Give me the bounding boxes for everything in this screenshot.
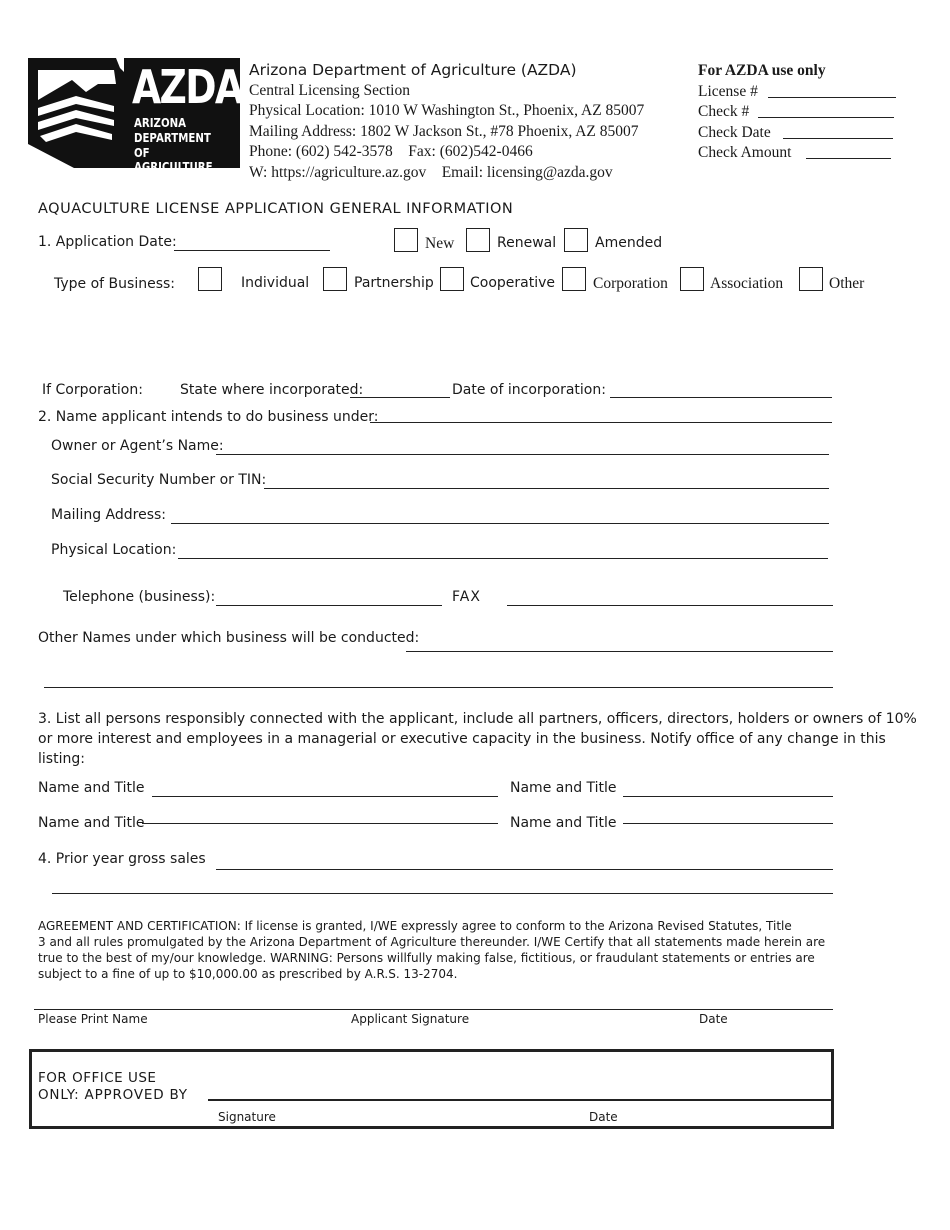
corporation-label: Corporation: [593, 275, 668, 292]
name-title-field-3[interactable]: [142, 823, 498, 824]
new-label: New: [425, 235, 455, 252]
other-checkbox[interactable]: [799, 267, 823, 291]
check-amount-field[interactable]: [806, 158, 891, 159]
cooperative-label: Cooperative: [470, 275, 556, 291]
check-number-field[interactable]: [758, 117, 894, 118]
cooperative-checkbox[interactable]: [440, 267, 464, 291]
ssn-field[interactable]: [264, 488, 829, 489]
ssn-label: Social Security Number or TIN:: [51, 472, 267, 488]
office-date-label: Date: [589, 1110, 618, 1124]
fax-label: FAX: [452, 589, 481, 605]
corporation-checkbox[interactable]: [562, 267, 586, 291]
if-corporation-label: If Corporation:: [42, 382, 143, 398]
date-incorporation-field[interactable]: [610, 397, 832, 398]
agency-name: Arizona Department of Agriculture (AZDA): [249, 61, 577, 79]
cert-line-3: true to the best of my/our knowledge. WARNING: Persons willfully making false, fictitious, or fraudulant statements or entries are: [38, 951, 815, 965]
logo-line-3: OF AGRICULTURE: [134, 146, 213, 174]
mailing-address-label: Mailing Address:: [51, 507, 167, 523]
individual-label: Individual: [241, 275, 310, 291]
amended-checkbox[interactable]: [564, 228, 588, 252]
fax-field[interactable]: [507, 605, 833, 606]
azda-use-panel: [698, 61, 826, 164]
check-date-label: Check Date: [698, 123, 771, 141]
fax: Fax: (602)542-0466: [408, 143, 533, 160]
applicant-signature-label: Applicant Signature: [351, 1012, 470, 1026]
name-title-label-2: Name and Title: [510, 780, 617, 796]
check-amount-label: Check Amount: [698, 144, 792, 161]
q3-line-1: 3. List all persons responsibly connected with the applicant, include all partners, officers, directors, holders or owners of 10%: [38, 711, 917, 727]
gross-sales-field-2[interactable]: [52, 893, 833, 894]
association-checkbox[interactable]: [680, 267, 704, 291]
approved-by-field[interactable]: [208, 1099, 834, 1101]
logo-line-2: DEPARTMENT: [134, 131, 211, 145]
cert-line-1: AGREEMENT AND CERTIFICATION: If license is granted, I/WE expressly agree to conform to the Arizona Revised Statutes, Title: [38, 919, 792, 933]
renewal-checkbox[interactable]: [466, 228, 490, 252]
owner-name-label: Owner or Agent’s Name:: [51, 438, 224, 454]
name-title-label-4: Name and Title: [510, 815, 617, 831]
date-incorporation-label: Date of incorporation:: [452, 382, 606, 398]
certification-text: [38, 918, 838, 982]
amended-label: Amended: [595, 235, 663, 251]
check-date-field[interactable]: [783, 138, 893, 139]
association-label: Association: [710, 275, 784, 292]
physical-location-field[interactable]: [178, 558, 828, 559]
name-title-label-3: Name and Title: [38, 815, 145, 831]
mailing-address: Mailing Address: 1802 W Jackson St., #78 Phoenix, AZ 85007: [249, 122, 639, 140]
signature-date-label: Date: [699, 1012, 728, 1026]
agency-info: [249, 60, 644, 183]
check-number-label: Check #: [698, 103, 750, 120]
web-email: [249, 163, 644, 184]
logo-azda-text: AZDA: [132, 60, 243, 114]
partnership-label: Partnership: [354, 275, 434, 291]
arizona-state-icon: [28, 58, 124, 168]
physical-address: Physical Location: 1010 W Washington St., Phoenix, AZ 85007: [249, 102, 645, 119]
license-number-field[interactable]: [768, 97, 896, 98]
q3-line-2: or more interest and employees in a managerial or executive capacity in the business. Notify office of any change in this: [38, 731, 886, 747]
application-date-field[interactable]: [174, 250, 330, 251]
state-incorporated-label: State where incorporated:: [180, 382, 364, 398]
partnership-checkbox[interactable]: [323, 267, 347, 291]
section-name: Central Licensing Section: [249, 81, 410, 99]
telephone-field[interactable]: [216, 605, 442, 606]
phone-fax: [249, 142, 644, 163]
name-title-field-2[interactable]: [623, 796, 833, 797]
email: Email: licensing@azda.gov: [441, 163, 613, 181]
state-incorporated-field[interactable]: [350, 397, 450, 398]
azda-use-title: For AZDA use only: [698, 62, 826, 79]
other-label: Other: [829, 275, 865, 292]
gross-sales-label: 4. Prior year gross sales: [38, 851, 206, 867]
cert-line-4: subject to a fine of up to $10,000.00 as prescribed by A.R.S. 13-2704.: [38, 967, 458, 981]
signature-line[interactable]: [34, 1009, 833, 1010]
other-names-field-2[interactable]: [44, 687, 833, 688]
mailing-address-field[interactable]: [171, 523, 829, 524]
gross-sales-field[interactable]: [216, 869, 833, 870]
business-name-field[interactable]: [370, 422, 832, 423]
office-use-line-2: ONLY: APPROVED BY: [38, 1087, 188, 1103]
other-names-field[interactable]: [406, 651, 833, 652]
website: W: https://agriculture.az.gov: [249, 163, 427, 181]
other-names-label: Other Names under which business will be conducted:: [38, 630, 420, 646]
logo-line-1: ARIZONA: [134, 116, 187, 130]
business-type-label: Type of Business:: [54, 276, 176, 292]
name-title-field-4[interactable]: [623, 823, 833, 824]
print-name-label: Please Print Name: [38, 1012, 148, 1026]
new-checkbox[interactable]: [394, 228, 418, 252]
q3-line-3: listing:: [38, 751, 85, 767]
office-signature-label: Signature: [218, 1110, 276, 1124]
azda-logo: [28, 58, 243, 174]
physical-location-label: Physical Location:: [51, 542, 177, 558]
application-date-label: 1. Application Date:: [38, 234, 177, 250]
cert-line-2: 3 and all rules promulgated by the Arizona Department of Agriculture thereunder. I/WE Certify that all statements made herein are: [38, 935, 826, 949]
renewal-label: Renewal: [497, 235, 557, 251]
form-title: AQUACULTURE LICENSE APPLICATION GENERAL INFORMATION: [38, 201, 514, 217]
name-title-field-1[interactable]: [152, 796, 498, 797]
name-title-label-1: Name and Title: [38, 780, 145, 796]
office-use-line-1: FOR OFFICE USE: [38, 1070, 157, 1086]
business-name-label: 2. Name applicant intends to do business under:: [38, 409, 379, 425]
license-number-label: License #: [698, 82, 758, 100]
owner-name-field[interactable]: [216, 454, 829, 455]
telephone-label: Telephone (business):: [63, 589, 216, 605]
phone: Phone: (602) 542-3578: [249, 143, 393, 160]
office-use-box: [29, 1049, 834, 1129]
individual-checkbox[interactable]: [198, 267, 222, 291]
